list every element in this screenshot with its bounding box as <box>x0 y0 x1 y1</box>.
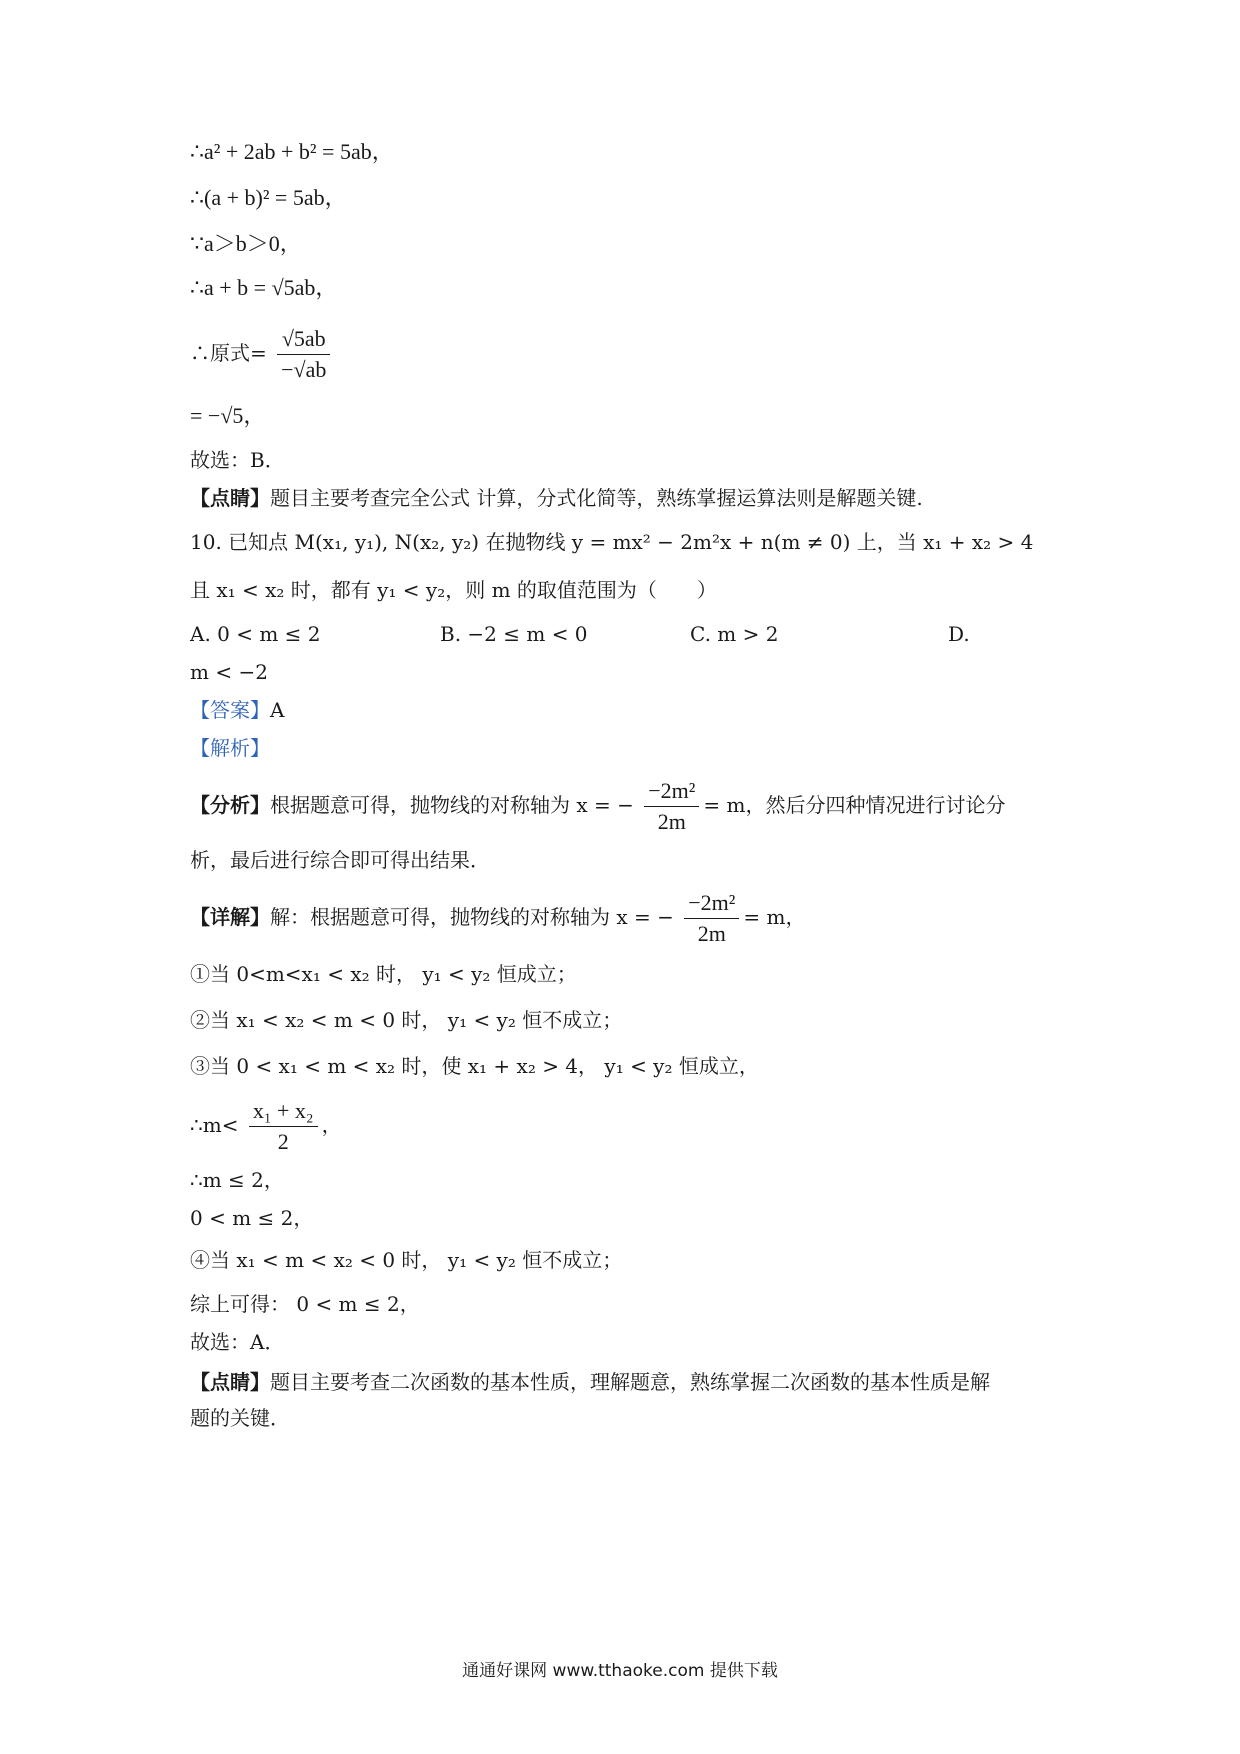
original-expression-label: ∴原式= <box>190 341 267 365</box>
question-10-line-1: 10. 已知点 M(x₁, y₁), N(x₂, y₂) 在抛物线 y = mx² − 2m²x + n(m ≠ 0) 上，当 x₁ + x₂ > 4 <box>190 530 1034 554</box>
step-result: = −√5， <box>190 403 266 428</box>
case-3-step-a: ∴m< $\frac{\text{x₁ + x₂}}{2}$ ， <box>190 1098 342 1154</box>
case-3-step-c: 0 < m ≤ 2， <box>190 1206 314 1230</box>
xiangjie-tag: 【详解】 <box>190 905 270 929</box>
analysis-xiangjie: 【详解】解：根据题意可得，抛物线的对称轴为 x = − $\frac{\text{−2m²}}{2m}$ = m， <box>190 890 806 946</box>
final-choice: 故选：A． <box>190 1330 285 1354</box>
option-c: C. m > 2 <box>690 622 779 646</box>
dianjing-line-1: 【点睛】题目主要考查二次函数的基本性质，理解题意，熟练掌握二次函数的基本性质是解 <box>190 1370 990 1394</box>
question-10-line-2: 且 x₁ < x₂ 时，都有 y₁ < y₂，则 m 的取值范围为（ ） <box>190 578 717 602</box>
dianjing-tag: 【点睛】 <box>190 1370 270 1394</box>
case-3: ③当 0 < x₁ < m < x₂ 时，使 x₁ + x₂ > 4， y₁ < y₂ 恒成立， <box>190 1054 759 1078</box>
comment-tag: 【点睛】 <box>190 486 270 510</box>
axis-fraction-2: $\frac{\text{−2m²}}{2m}$ <box>684 890 739 947</box>
answer-value: A <box>270 698 285 722</box>
original-expression-fraction: $\frac{√5ab}{-√ab}$ <box>277 326 330 383</box>
dianjing-line-2: 题的关键． <box>190 1406 290 1430</box>
step-square: ∴(a + b)² = 5ab， <box>190 185 347 210</box>
choice-line: 故选：B． <box>190 448 285 472</box>
fenxi-tag: 【分析】 <box>190 793 270 817</box>
option-a: A. 0 < m ≤ 2 <box>190 622 321 646</box>
analysis-fenxi: 【分析】根据题意可得，抛物线的对称轴为 x = − $\frac{\text{−2m²}}{2m}$ = m，然后分四种情况进行讨论分 <box>190 778 1006 834</box>
case-1: ①当 0<m<x₁ < x₂ 时， y₁ < y₂ 恒成立； <box>190 962 577 986</box>
case-4: ④当 x₁ < m < x₂ < 0 时， y₁ < y₂ 恒不成立； <box>190 1248 623 1272</box>
comment-text: 题目主要考查完全公式 计算，分式化简等，熟练掌握运算法则是解题关键. <box>270 486 923 510</box>
midpoint-fraction: $\frac{\text{x₁ + x₂}}{2}$ <box>249 1098 318 1155</box>
option-b: B. −2 ≤ m < 0 <box>440 622 588 646</box>
analysis-fenxi-cont: 析，最后进行综合即可得出结果． <box>190 848 490 872</box>
answer-line <box>190 696 284 724</box>
option-d: D. <box>948 622 970 646</box>
footer-source: 通通好课网 www.tthaoke.com 提供下载 <box>462 1661 778 1681</box>
step-expand: ∴a² + 2ab + b² = 5ab， <box>190 139 394 164</box>
analysis-heading: 【解析】 <box>190 736 270 760</box>
option-d-value: m < −2 <box>190 660 268 684</box>
step-original-expression <box>190 326 334 383</box>
step-condition: ∵a＞b＞0， <box>190 231 302 256</box>
case-2: ②当 x₁ < x₂ < m < 0 时， y₁ < y₂ 恒不成立； <box>190 1008 623 1032</box>
answer-tag: 【答案】 <box>190 698 270 722</box>
comment-line <box>190 484 923 512</box>
case-3-step-b: ∴m ≤ 2， <box>190 1168 284 1192</box>
summary-line: 综上可得： 0 < m ≤ 2， <box>190 1292 420 1316</box>
step-sum: ∴a + b = √5ab， <box>190 275 338 300</box>
axis-fraction: $\frac{\text{−2m²}}{2m}$ <box>644 778 699 835</box>
